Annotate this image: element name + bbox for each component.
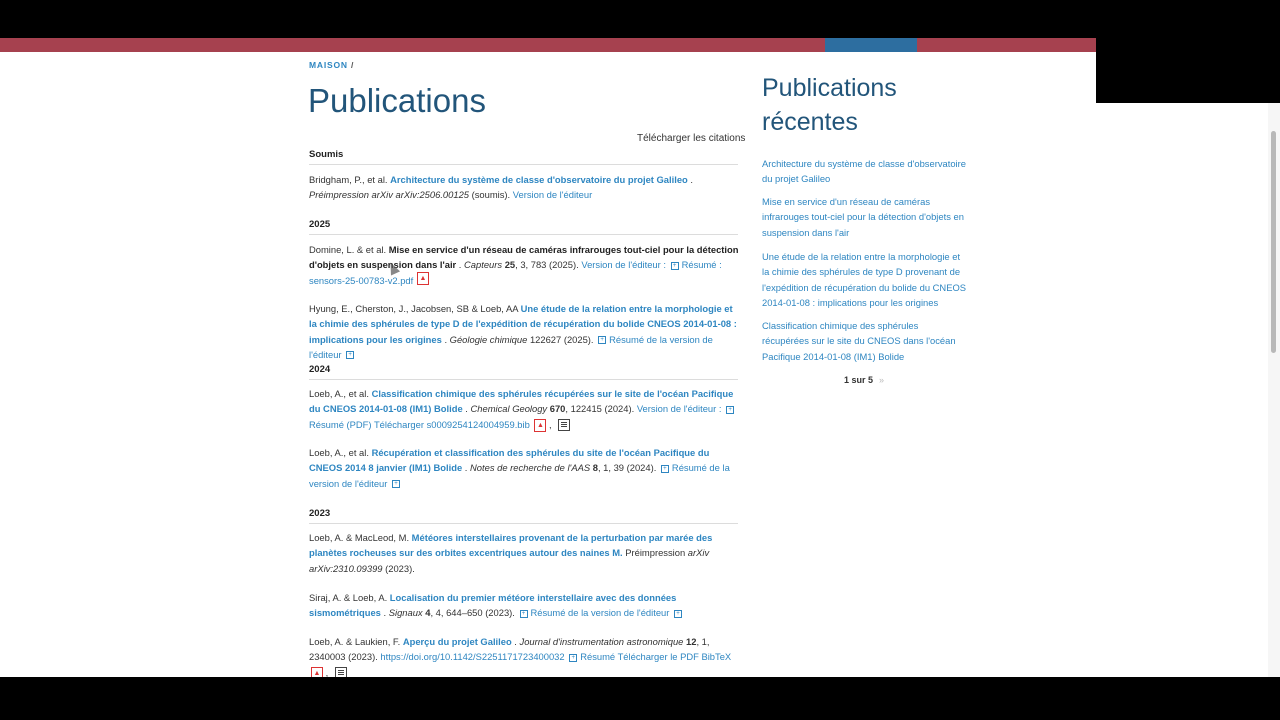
expand-square-icon[interactable]: + bbox=[346, 351, 354, 359]
entry-authors: Loeb, A., et al. bbox=[309, 388, 369, 399]
abstract-link[interactable]: Résumé : bbox=[681, 259, 722, 271]
entry-authors: Loeb, A., et al. bbox=[309, 447, 369, 458]
expand-square-icon[interactable]: + bbox=[661, 465, 669, 473]
publication-entry: Loeb, A. & Laukien, F. Aperçu du projet Galileo . Journal d'instrumentation astronomique 12, 1, 2340003 (2023). https://doi.org/10.1142/S2251171723400032 + Résumé Télécharger le PDF BibTeX ▲ , bbox=[309, 634, 739, 677]
expand-square-icon[interactable]: + bbox=[671, 262, 679, 270]
expand-square-icon[interactable]: + bbox=[598, 336, 606, 344]
entry-details: (soumis). bbox=[471, 189, 511, 201]
entry-details: (2023). bbox=[385, 562, 415, 574]
entry-authors: Domine, L. & et al. bbox=[309, 244, 387, 255]
entry-authors: Siraj, A. & Loeb, A. bbox=[309, 592, 388, 603]
entry-journal-prefix: Préimpression bbox=[625, 547, 686, 559]
publication-entry: Siraj, A. & Loeb, A. Localisation du premier météore interstellaire avec des données sismométriques . Signaux 4, 4, 644–650 (2023). + Résumé de la version de l'éditeur + bbox=[309, 590, 739, 621]
section-heading-2025: 2025 bbox=[309, 219, 738, 235]
entry-details: , 122415 (2024). bbox=[565, 403, 635, 415]
publisher-version-link[interactable]: la version de l'éditeur bbox=[581, 607, 670, 619]
sidebar-pager bbox=[844, 375, 884, 385]
entry-title-link[interactable]: Localisation du premier météore interstellaire avec des données sismométriques bbox=[309, 592, 677, 619]
entry-volume: 8 bbox=[592, 462, 598, 474]
pager-next-button[interactable]: » bbox=[879, 375, 885, 385]
publisher-version-link[interactable]: Version de l'éditeur : bbox=[581, 259, 666, 271]
entry-details: , 1, 39 (2024). bbox=[597, 462, 657, 474]
abstract-link[interactable]: Résumé bbox=[309, 418, 344, 430]
pdf-icon[interactable]: ▲ bbox=[417, 272, 429, 285]
expand-square-icon[interactable]: + bbox=[569, 654, 577, 662]
publication-entry: Bridgham, P., et al. Architecture du système de classe d'observatoire du projet Galileo . Préimpression arXiv arXiv:2506.00125 (soumis). Version de l'éditeur bbox=[309, 174, 693, 201]
publication-entry: Loeb, A., et al. Récupération et classification des sphérules du site de l'océan Pacifique du CNEOS 2014 8 janvier (IM1) Bolide . Notes de recherche de l'AAS 8, 1, 39 (2024). + Résumé de la version de l'éditeur + bbox=[309, 447, 730, 489]
entry-title-link[interactable]: Météores interstellaires provenant de la perturbation par marée des planètes rocheuses sur des orbites excentriques autour des naines M. bbox=[309, 532, 713, 559]
recent-publication-link[interactable]: Une étude de la relation entre la morphologie et la chimie des sphérules de type D provenant de l'expédition de récupération du bolide du CNEOS 2014-01-08 : implications pour les origines bbox=[762, 251, 967, 308]
entry-authors: Bridgham, P., et al. bbox=[309, 174, 388, 185]
publisher-version-link[interactable]: Version de l'éditeur bbox=[512, 189, 593, 201]
entry-authors: Hyung, E., Cherston, J., Jacobsen, SB & Loeb, AA bbox=[309, 303, 518, 314]
expand-square-icon[interactable]: + bbox=[726, 406, 734, 414]
section-heading-soumis: Soumis bbox=[309, 149, 738, 165]
browser-page bbox=[0, 38, 1280, 677]
breadcrumb bbox=[309, 60, 354, 70]
entry-volume: 4 bbox=[425, 607, 431, 619]
breadcrumb-home-link[interactable]: MAISON bbox=[309, 60, 348, 70]
publisher-version-link[interactable]: Version de l'éditeur : bbox=[636, 403, 722, 415]
abstract-link[interactable]: Résumé de bbox=[530, 607, 579, 619]
entry-journal: Notes de recherche de l'AAS bbox=[470, 462, 591, 474]
entry-title-link[interactable]: Aperçu du projet Galileo bbox=[402, 636, 512, 647]
expand-square-icon[interactable]: + bbox=[674, 610, 682, 618]
entry-journal: Signaux bbox=[388, 607, 423, 619]
entry-title-link[interactable]: Classification chimique des sphérules récupérées sur le site de l'océan Pacifique du CNEOS 2014-01-08 (IM1) Bolide bbox=[309, 388, 734, 415]
page-title: Publications bbox=[308, 82, 486, 119]
entry-journal: Chemical Geology bbox=[470, 403, 548, 415]
pdf-file-link[interactable]: sensors-25-00783-v2.pdf bbox=[309, 274, 414, 286]
entry-volume: 12 bbox=[686, 636, 697, 647]
sidebar-title: Publications récentes bbox=[762, 74, 897, 136]
video-overlay-box bbox=[1096, 0, 1280, 103]
entry-journal: Géologie chimique bbox=[449, 333, 528, 345]
entry-title-link[interactable]: Récupération et classification des sphérules du site de l'océan Pacifique du CNEOS 2014 8 janvier (IM1) Bolide bbox=[309, 447, 710, 474]
entry-details: , 3, 783 (2025). bbox=[515, 259, 579, 271]
entry-journal: Journal d'instrumentation astronomique bbox=[519, 636, 684, 647]
publisher-version-link[interactable]: la version de l'éditeur bbox=[309, 333, 713, 360]
entry-volume: 670 bbox=[549, 403, 566, 415]
entry-title-link[interactable]: Architecture du système de classe d'observatoire du projet Galileo bbox=[390, 174, 688, 185]
entry-authors: Loeb, A. & MacLeod, M. bbox=[309, 532, 410, 543]
expand-square-icon[interactable]: + bbox=[392, 480, 400, 488]
video-letterbox-bottom bbox=[0, 677, 1280, 720]
pdf-bibtex-download-link[interactable]: Télécharger le PDF BibTeX bbox=[617, 651, 732, 663]
recent-publication-link[interactable]: Classification chimique des sphérules récupérées sur le site du CNEOS dans l'océan Pacifique 2014-01-08 (IM1) Bolide bbox=[762, 320, 956, 362]
entry-journal: arXiv bbox=[687, 547, 710, 559]
breadcrumb-separator: / bbox=[350, 60, 355, 70]
bibtex-icon[interactable] bbox=[335, 667, 347, 677]
section-heading-2024: 2024 bbox=[309, 364, 738, 380]
entry-journal: Préimpression arXiv bbox=[309, 189, 393, 201]
nav-active-tab[interactable] bbox=[825, 38, 917, 52]
pdf-icon[interactable]: ▲ bbox=[534, 419, 546, 432]
recent-publication-link[interactable]: Mise en service d'un réseau de caméras infrarouges tout-ciel pour la détection d'objets en suspension dans l'air bbox=[762, 196, 964, 238]
entry-details: , 1, 2340003 (2023). bbox=[309, 636, 710, 663]
pager-label: 1 sur 5 bbox=[844, 375, 874, 385]
pdf-download-link[interactable]: (PDF) Télécharger s0009254124004959.bib bbox=[346, 418, 530, 430]
entry-authors: Loeb, A. & Laukien, F. bbox=[309, 636, 401, 647]
section-heading-2023: 2023 bbox=[309, 508, 738, 524]
entry-title-link[interactable]: Mise en service d'un réseau de caméras infrarouges tout-ciel pour la détection d'objets en suspension dans l'air bbox=[309, 244, 739, 271]
entry-journal: Capteurs bbox=[464, 259, 503, 271]
site-navbar bbox=[0, 38, 1096, 52]
download-citations-link[interactable]: Télécharger les citations bbox=[637, 133, 746, 144]
abstract-link[interactable]: Résumé de bbox=[609, 333, 658, 345]
abstract-link[interactable]: Résumé de bbox=[671, 462, 720, 474]
entry-journal-id: arXiv:2310.09399 bbox=[309, 562, 383, 574]
publication-entry: Loeb, A., et al. Classification chimique des sphérules récupérées sur le site de l'océan Pacifique du CNEOS 2014-01-08 (IM1) Bolide . Chemical Geology 670, 122415 (2024). Version de l'éditeur : +Résumé (PDF) Télécharger s0009254124004959.bib ▲ , bbox=[309, 386, 739, 432]
entry-volume: 25 bbox=[504, 259, 516, 271]
recent-publication-link[interactable]: Architecture du système de classe d'observatoire du projet Galileo bbox=[762, 158, 966, 185]
video-letterbox-top bbox=[0, 0, 1280, 38]
publication-entry bbox=[309, 530, 739, 576]
scrollbar-thumb[interactable] bbox=[1271, 131, 1276, 353]
entry-title-link[interactable]: Une étude de la relation entre la morphologie et la chimie des sphérules de type D de l'expédition de récupération du bolide CNEOS 2014-01-08 : implications pour les origines bbox=[309, 303, 737, 345]
entry-details: 122627 (2025). bbox=[529, 333, 594, 345]
publication-entry: Hyung, E., Cherston, J., Jacobsen, SB & Loeb, AA Une étude de la relation entre la morphologie et la chimie des sphérules de type D de l'expédition de récupération du bolide CNEOS 2014-01-08 : implications pour les origines . Géologie chimique 122627 (2025). + Résumé de la version de l'éditeur + bbox=[309, 303, 737, 360]
entry-details: , 4, 644–650 (2023). bbox=[430, 607, 515, 619]
entry-journal-id: arXiv:2506.00125 bbox=[395, 189, 469, 201]
publication-entry: Domine, L. & et al. Mise en service d'un réseau de caméras infrarouges tout-ciel pour la détection d'objets en suspension dans l'air . Capteurs 25, 3, 783 (2025). Version de l'éditeur : + Résumé : sensors-25-00783-v2.pdf bbox=[309, 244, 739, 286]
doi-link[interactable]: https://doi.org/10.1142/S2251171723400032 bbox=[380, 651, 565, 663]
abstract-link[interactable]: Résumé bbox=[580, 651, 616, 663]
publisher-version-link[interactable]: la version de l'éditeur bbox=[309, 462, 730, 489]
bibtex-icon[interactable] bbox=[558, 419, 570, 431]
pdf-icon[interactable]: ▲ bbox=[311, 667, 323, 677]
expand-square-icon[interactable]: + bbox=[520, 610, 528, 618]
